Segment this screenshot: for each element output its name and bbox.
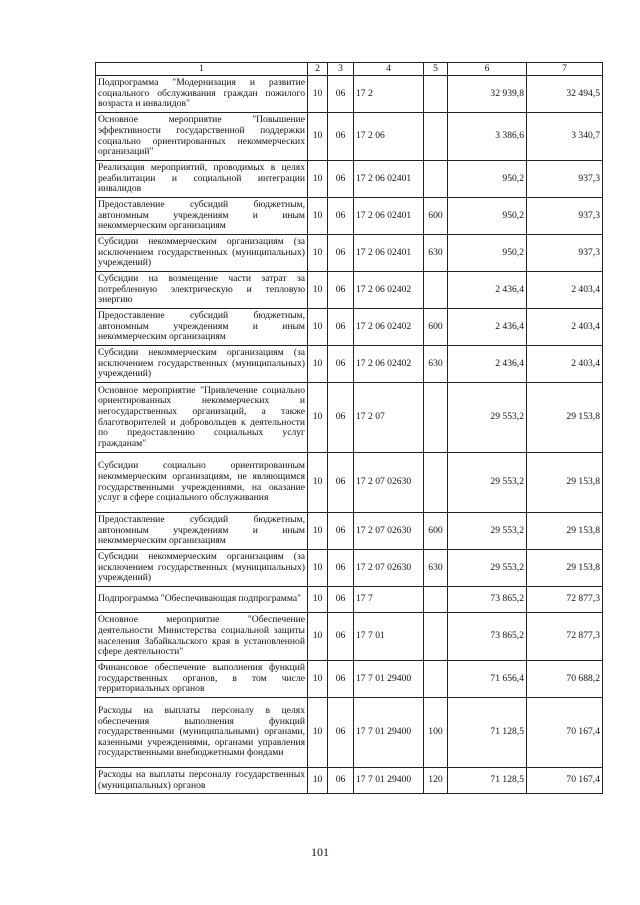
amount-year1-cell: 950,2 — [448, 161, 527, 198]
amount-year1-cell: 29 553,2 — [448, 513, 527, 550]
target-article-cell: 17 2 06 02402 — [354, 346, 424, 383]
expense-type-cell — [424, 383, 448, 453]
header-cell: 7 — [527, 63, 603, 76]
target-article-cell: 17 7 01 29400 — [354, 768, 424, 794]
table-row — [96, 513, 603, 550]
subsection-code-cell: 06 — [328, 235, 354, 272]
page-number: 101 — [311, 845, 329, 859]
subsection-code-cell: 06 — [328, 550, 354, 587]
row-name-cell: Расходы на выплаты персоналу государственных (муниципальных) органов — [96, 768, 308, 794]
section-code-cell: 10 — [308, 550, 328, 587]
row-name-cell: Субсидии некоммерческим организациям (за исключением государственных (муниципальных) учреждений) — [96, 346, 308, 383]
amount-year2-cell: 937,3 — [527, 198, 603, 235]
section-code-cell: 10 — [308, 513, 328, 550]
amount-year2-cell: 2 403,4 — [527, 346, 603, 383]
section-code-cell: 10 — [308, 346, 328, 383]
target-article-cell: 17 2 06 02401 — [354, 161, 424, 198]
target-article-cell: 17 2 07 02630 — [354, 550, 424, 587]
header-cell: 4 — [354, 63, 424, 76]
table-row — [96, 198, 603, 235]
amount-year1-cell: 29 553,2 — [448, 383, 527, 453]
subsection-code-cell: 06 — [328, 383, 354, 453]
amount-year1-cell: 29 553,2 — [448, 453, 527, 513]
table-row — [96, 161, 603, 198]
subsection-code-cell: 06 — [328, 161, 354, 198]
section-code-cell: 10 — [308, 453, 328, 513]
table-row — [96, 698, 603, 768]
subsection-code-cell: 06 — [328, 113, 354, 161]
section-code-cell: 10 — [308, 76, 328, 113]
expense-type-cell: 600 — [424, 309, 448, 346]
target-article-cell: 17 7 01 — [354, 613, 424, 661]
row-name-cell: Финансовое обеспечение выполнения функций государственных органов, в том числе территориальных органов — [96, 661, 308, 698]
section-code-cell: 10 — [308, 161, 328, 198]
expense-type-cell — [424, 76, 448, 113]
table-row — [96, 453, 603, 513]
subsection-code-cell: 06 — [328, 346, 354, 383]
subsection-code-cell: 06 — [328, 453, 354, 513]
section-code-cell: 10 — [308, 113, 328, 161]
expense-type-cell — [424, 113, 448, 161]
table-row — [96, 383, 603, 453]
table-row — [96, 661, 603, 698]
target-article-cell: 17 7 01 29400 — [354, 661, 424, 698]
amount-year2-cell: 70 167,4 — [527, 768, 603, 794]
amount-year1-cell: 950,2 — [448, 235, 527, 272]
amount-year1-cell: 950,2 — [448, 198, 527, 235]
section-code-cell: 10 — [308, 383, 328, 453]
section-code-cell: 10 — [308, 768, 328, 794]
amount-year2-cell: 937,3 — [527, 161, 603, 198]
amount-year1-cell: 71 128,5 — [448, 698, 527, 768]
section-code-cell: 10 — [308, 235, 328, 272]
expense-type-cell — [424, 613, 448, 661]
expense-type-cell: 630 — [424, 235, 448, 272]
section-code-cell: 10 — [308, 198, 328, 235]
amount-year2-cell: 29 153,8 — [527, 513, 603, 550]
row-name-cell: Предоставление субсидий бюджетным, автономным учреждениям и иным некоммерческим организациям — [96, 513, 308, 550]
expense-type-cell: 100 — [424, 698, 448, 768]
subsection-code-cell: 06 — [328, 698, 354, 768]
expense-type-cell — [424, 161, 448, 198]
target-article-cell: 17 2 06 02402 — [354, 309, 424, 346]
subsection-code-cell: 06 — [328, 513, 354, 550]
amount-year2-cell: 29 153,8 — [527, 550, 603, 587]
target-article-cell: 17 2 06 02401 — [354, 198, 424, 235]
amount-year1-cell: 2 436,4 — [448, 272, 527, 309]
header-cell: 5 — [424, 63, 448, 76]
subsection-code-cell: 06 — [328, 198, 354, 235]
header-cell: 2 — [308, 63, 328, 76]
table-row — [96, 113, 603, 161]
table-row — [96, 613, 603, 661]
amount-year1-cell: 73 865,2 — [448, 587, 527, 613]
amount-year2-cell: 72 877,3 — [527, 613, 603, 661]
amount-year1-cell: 73 865,2 — [448, 613, 527, 661]
expense-type-cell — [424, 272, 448, 309]
row-name-cell: Расходы на выплаты персоналу в целях обеспечения выполнения функций государственными (муниципальными) органами, казенными учреждениями, органами управления государственными внебюджетными фондами — [96, 698, 308, 768]
header-row — [96, 63, 603, 76]
expense-type-cell: 600 — [424, 198, 448, 235]
section-code-cell: 10 — [308, 661, 328, 698]
amount-year2-cell: 29 153,8 — [527, 383, 603, 453]
row-name-cell: Основное мероприятие "Обеспечение деятельности Министерства социальной защиты населения Забайкальского края в установленной сфере деятельности" — [96, 613, 308, 661]
amount-year2-cell: 70 167,4 — [527, 698, 603, 768]
section-code-cell: 10 — [308, 698, 328, 768]
expense-type-cell — [424, 661, 448, 698]
table-row — [96, 550, 603, 587]
table-row — [96, 272, 603, 309]
subsection-code-cell: 06 — [328, 613, 354, 661]
target-article-cell: 17 2 07 02630 — [354, 513, 424, 550]
row-name-cell: Основное мероприятие "Привлечение социально ориентированных некоммерческих и негосударственных организаций, а также благотворителей и добровольцев к деятельности по предоставлению социальных услуг гражданам" — [96, 383, 308, 453]
amount-year1-cell: 29 553,2 — [448, 550, 527, 587]
section-code-cell: 10 — [308, 613, 328, 661]
table-row — [96, 235, 603, 272]
amount-year2-cell: 2 403,4 — [527, 309, 603, 346]
table-row — [96, 346, 603, 383]
target-article-cell: 17 2 06 02402 — [354, 272, 424, 309]
header-cell: 6 — [448, 63, 527, 76]
amount-year2-cell: 32 494,5 — [527, 76, 603, 113]
subsection-code-cell: 06 — [328, 76, 354, 113]
expense-type-cell: 630 — [424, 346, 448, 383]
row-name-cell: Субсидии некоммерческим организациям (за исключением государственных (муниципальных) учреждений) — [96, 550, 308, 587]
target-article-cell: 17 2 06 02401 — [354, 235, 424, 272]
row-name-cell: Основное мероприятие "Повышение эффективности государственной поддержки социально ориентированных некоммерческих организаций" — [96, 113, 308, 161]
row-name-cell: Субсидии на возмещение части затрат за потребленную электрическую и тепловую энергию — [96, 272, 308, 309]
table-row — [96, 587, 603, 613]
amount-year2-cell: 937,3 — [527, 235, 603, 272]
row-name-cell: Реализация мероприятий, проводимых в целях реабилитации и социальной интеграции инвалидов — [96, 161, 308, 198]
section-code-cell: 10 — [308, 587, 328, 613]
amount-year2-cell: 3 340,7 — [527, 113, 603, 161]
amount-year1-cell: 2 436,4 — [448, 309, 527, 346]
subsection-code-cell: 06 — [328, 768, 354, 794]
amount-year1-cell: 2 436,4 — [448, 346, 527, 383]
target-article-cell: 17 2 — [354, 76, 424, 113]
subsection-code-cell: 06 — [328, 661, 354, 698]
amount-year1-cell: 71 656,4 — [448, 661, 527, 698]
amount-year2-cell: 70 688,2 — [527, 661, 603, 698]
expense-type-cell: 630 — [424, 550, 448, 587]
header-cell: 1 — [96, 63, 308, 76]
row-name-cell: Подпрограмма "Модернизация и развитие социального обслуживания граждан пожилого возраста и инвалидов" — [96, 76, 308, 113]
target-article-cell: 17 7 — [354, 587, 424, 613]
table-row — [96, 768, 603, 794]
budget-table — [95, 62, 603, 794]
amount-year2-cell: 29 153,8 — [527, 453, 603, 513]
table-row — [96, 76, 603, 113]
amount-year1-cell: 3 386,6 — [448, 113, 527, 161]
target-article-cell: 17 7 01 29400 — [354, 698, 424, 768]
target-article-cell: 17 2 07 — [354, 383, 424, 453]
subsection-code-cell: 06 — [328, 309, 354, 346]
section-code-cell: 10 — [308, 272, 328, 309]
row-name-cell: Предоставление субсидий бюджетным, автономным учреждениям и иным некоммерческим организациям — [96, 198, 308, 235]
amount-year2-cell: 72 877,3 — [527, 587, 603, 613]
subsection-code-cell: 06 — [328, 272, 354, 309]
row-name-cell: Субсидии некоммерческим организациям (за исключением государственных (муниципальных) учреждений) — [96, 235, 308, 272]
expense-type-cell: 600 — [424, 513, 448, 550]
row-name-cell: Подпрограмма "Обеспечивающая подпрограмма" — [96, 587, 308, 613]
expense-type-cell — [424, 587, 448, 613]
expense-type-cell: 120 — [424, 768, 448, 794]
amount-year1-cell: 71 128,5 — [448, 768, 527, 794]
amount-year1-cell: 32 939,8 — [448, 76, 527, 113]
subsection-code-cell: 06 — [328, 587, 354, 613]
section-code-cell: 10 — [308, 309, 328, 346]
table-row — [96, 309, 603, 346]
header-cell: 3 — [328, 63, 354, 76]
target-article-cell: 17 2 06 — [354, 113, 424, 161]
row-name-cell: Предоставление субсидий бюджетным, автономным учреждениям и иным некоммерческим организациям — [96, 309, 308, 346]
amount-year2-cell: 2 403,4 — [527, 272, 603, 309]
target-article-cell: 17 2 07 02630 — [354, 453, 424, 513]
expense-type-cell — [424, 453, 448, 513]
row-name-cell: Субсидии социально ориентированным некоммерческим организациям, не являющимся государственными учреждениями, на оказание услуг в сфере социального обслуживания — [96, 453, 308, 513]
